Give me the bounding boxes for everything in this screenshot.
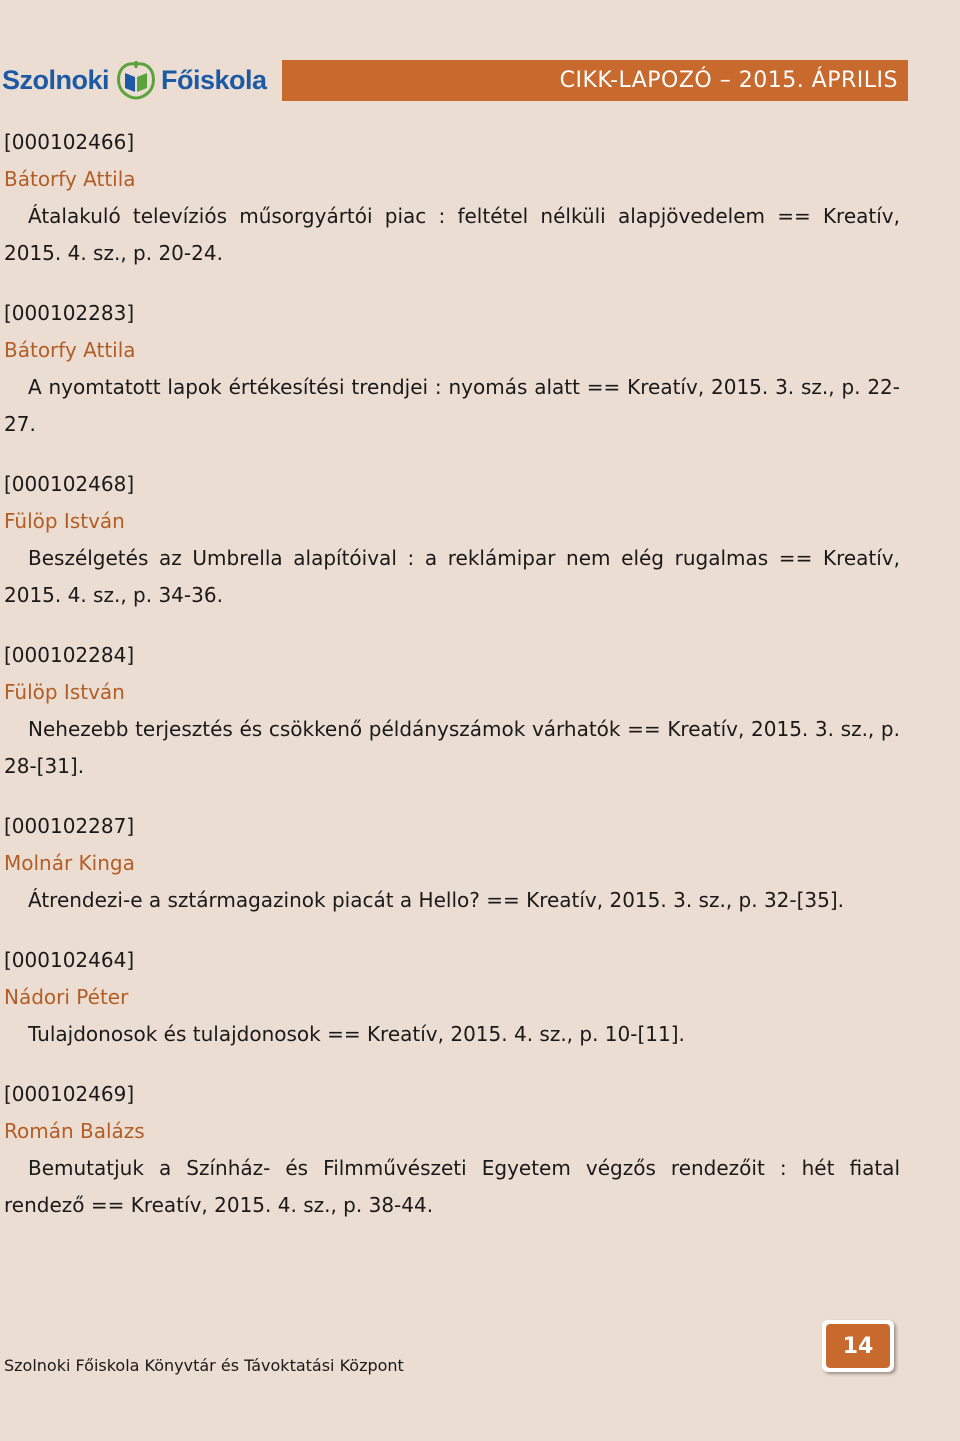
entry-author: Fülöp István	[4, 680, 125, 704]
entry-title: Nehezebb terjesztés és csökkenő példányszámok várhatók == Kreatív, 2015. 3. sz., p. 28-[31].	[4, 717, 900, 778]
entry-title: Bemutatjuk a Színház- és Filmművészeti Egyetem végzős rendezőit : hét fiatal rendező == Kreatív, 2015. 4. sz., p. 38-44.	[4, 1156, 900, 1217]
article-entry	[4, 295, 900, 443]
entry-id: [000102466]	[4, 130, 135, 154]
entry-id: [000102283]	[4, 301, 135, 325]
header-banner	[282, 60, 908, 101]
entry-title: Átrendezi-e a sztármagazinok piacát a Hello? == Kreatív, 2015. 3. sz., p. 32-[35].	[28, 888, 845, 912]
entry-author: Bátorfy Attila	[4, 338, 136, 362]
entry-title: Beszélgetés az Umbrella alapítóival : a reklámipar nem elég rugalmas == Kreatív, 2015. 4. sz., p. 34-36.	[4, 546, 900, 607]
article-entry	[4, 637, 900, 785]
page-number: 14	[826, 1324, 890, 1368]
article-entry	[4, 124, 900, 272]
article-entry	[4, 1076, 900, 1224]
article-entry	[4, 466, 900, 614]
logo-text-foiskola: Főiskola	[161, 64, 267, 95]
entry-author: Nádori Péter	[4, 985, 129, 1009]
article-entry	[4, 942, 900, 1053]
entry-id: [000102464]	[4, 948, 135, 972]
entry-title: Tulajdonosok és tulajdonosok == Kreatív, 2015. 4. sz., p. 10-[11].	[28, 1022, 685, 1046]
entry-title: Átalakuló televíziós műsorgyártói piac : feltétel nélküli alapjövedelem == Kreatív, 2015. 4. sz., p. 20-24.	[4, 204, 900, 265]
entry-id: [000102287]	[4, 814, 135, 838]
page-number-badge	[822, 1320, 894, 1372]
book-leaf-icon	[113, 58, 159, 102]
article-list	[4, 124, 900, 1247]
logo-text-szolnoki: Szolnoki	[2, 64, 110, 95]
entry-author: Román Balázs	[4, 1119, 145, 1143]
page-header	[0, 58, 960, 104]
entry-author: Fülöp István	[4, 509, 125, 533]
article-entry	[4, 808, 900, 919]
footer-institution: Szolnoki Főiskola Könyvtár és Távoktatási Központ	[4, 1356, 404, 1375]
banner-title: CIKK-LAPOZÓ – 2015. ÁPRILIS	[559, 68, 898, 93]
entry-id: [000102469]	[4, 1082, 135, 1106]
entry-id: [000102284]	[4, 643, 135, 667]
entry-title: A nyomtatott lapok értékesítési trendjei : nyomás alatt == Kreatív, 2015. 3. sz., p. 22-27.	[4, 375, 900, 436]
entry-id: [000102468]	[4, 472, 135, 496]
institution-logo	[2, 58, 267, 102]
entry-author: Molnár Kinga	[4, 851, 135, 875]
entry-author: Bátorfy Attila	[4, 167, 136, 191]
